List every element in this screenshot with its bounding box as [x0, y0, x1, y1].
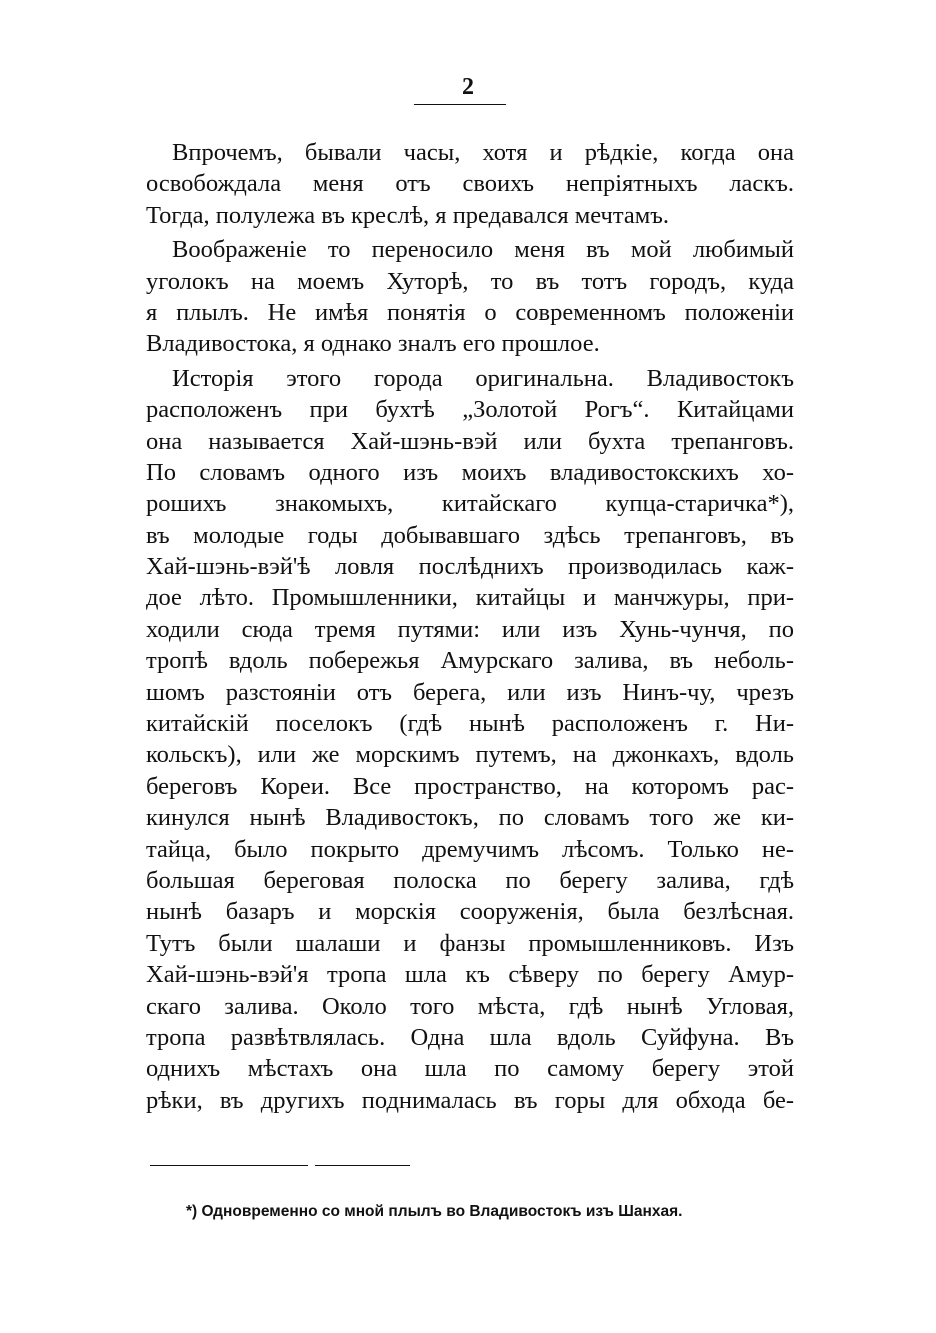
text-line: Владивостока, я однако зналъ его прошлое. [146, 330, 600, 358]
text-line: дое лѣто. Промышленники, китайцы и манчжуры, при- [146, 584, 794, 612]
page-number: 2 [462, 74, 474, 100]
text-line: Исторія этого города оригинальна. Владивостокъ [172, 364, 794, 392]
text-line: Впрочемъ, бывали часы, хотя и рѣдкіе, когда она [172, 139, 794, 166]
text-line: китайскій поселокъ (гдѣ нынѣ расположенъ г. Ни- [146, 710, 794, 738]
text-line: ходили сюда тремя путями: или изъ Хунь-чунчя, по [146, 615, 794, 643]
text-line: уголокъ на моемъ Хуторѣ, то въ тотъ городъ, куда [146, 267, 794, 295]
body-text [146, 137, 794, 1116]
text-line: Воображеніе то переносило меня въ мой любимый [172, 236, 794, 264]
text-line: тайца, было покрыто дремучимъ лѣсомъ. Только не- [146, 835, 794, 863]
text-line: кинулся нынѣ Владивостокъ, по словамъ того же ки- [146, 804, 794, 832]
text-line: Тутъ были шалаши и фанзы промышленниковъ. Изъ [146, 929, 794, 957]
text-line: большая береговая полоска по берегу залива, гдѣ [146, 866, 794, 894]
text-line: По словамъ одного изъ моихъ владивостокскихъ хо- [146, 458, 794, 486]
footnote-rule [150, 1165, 308, 1166]
text-line: нынѣ базаръ и морскія сооруженія, была безлѣсная. [146, 898, 794, 926]
text-line: рошихъ знакомыхъ, китайскаго купца-старичка*), [146, 490, 794, 518]
text-line: береговъ Кореи. Все пространство, на которомъ рас- [146, 772, 794, 800]
text-line: она называется Хай-шэнь-вэй или бухта трепанговъ. [146, 427, 794, 455]
text-line: шомъ разстояніи отъ берега, или изъ Нинъ-чу, чрезъ [146, 678, 794, 706]
text-line: я плылъ. Не имѣя понятія о современномъ положеніи [146, 298, 794, 326]
text-line: тропа развѣтвлялась. Одна шла вдоль Суйфуна. Въ [146, 1023, 794, 1051]
footnote-rule [315, 1165, 410, 1166]
header-rule [414, 104, 506, 105]
text-line: однихъ мѣстахъ она шла по самому берегу этой [146, 1055, 794, 1083]
text-line: освобождала меня отъ своихъ непріятныхъ ласкъ. [146, 170, 794, 198]
text-line: тропѣ вдоль побережья Амурскаго залива, въ неболь- [146, 647, 794, 675]
footnote: *) Одновременно со мной плылъ во Владивостокъ изъ Шанхая. [186, 1203, 683, 1220]
text-line: Хай-шэнь-вэй'я тропа шла къ сѣверу по берегу Амур- [146, 961, 794, 989]
text-line: Тогда, полулежа въ креслѣ, я предавался мечтамъ. [146, 201, 670, 229]
text-line: скаго залива. Около того мѣста, гдѣ нынѣ Угловая, [146, 992, 794, 1020]
text-line: въ молодые годы добывавшаго здѣсь трепанговъ, въ [146, 521, 794, 549]
text-line: рѣки, въ другихъ поднималась въ горы для обхода бе- [146, 1086, 794, 1114]
text-line: кольскъ), или же морскимъ путемъ, на джонкахъ, вдоль [146, 741, 794, 769]
text-line: расположенъ при бухтѣ „Золотой Рогъ“. Китайцами [146, 396, 794, 424]
text-line: Хай-шэнь-вэй'ѣ ловля послѣднихъ производилась каж- [146, 553, 794, 581]
